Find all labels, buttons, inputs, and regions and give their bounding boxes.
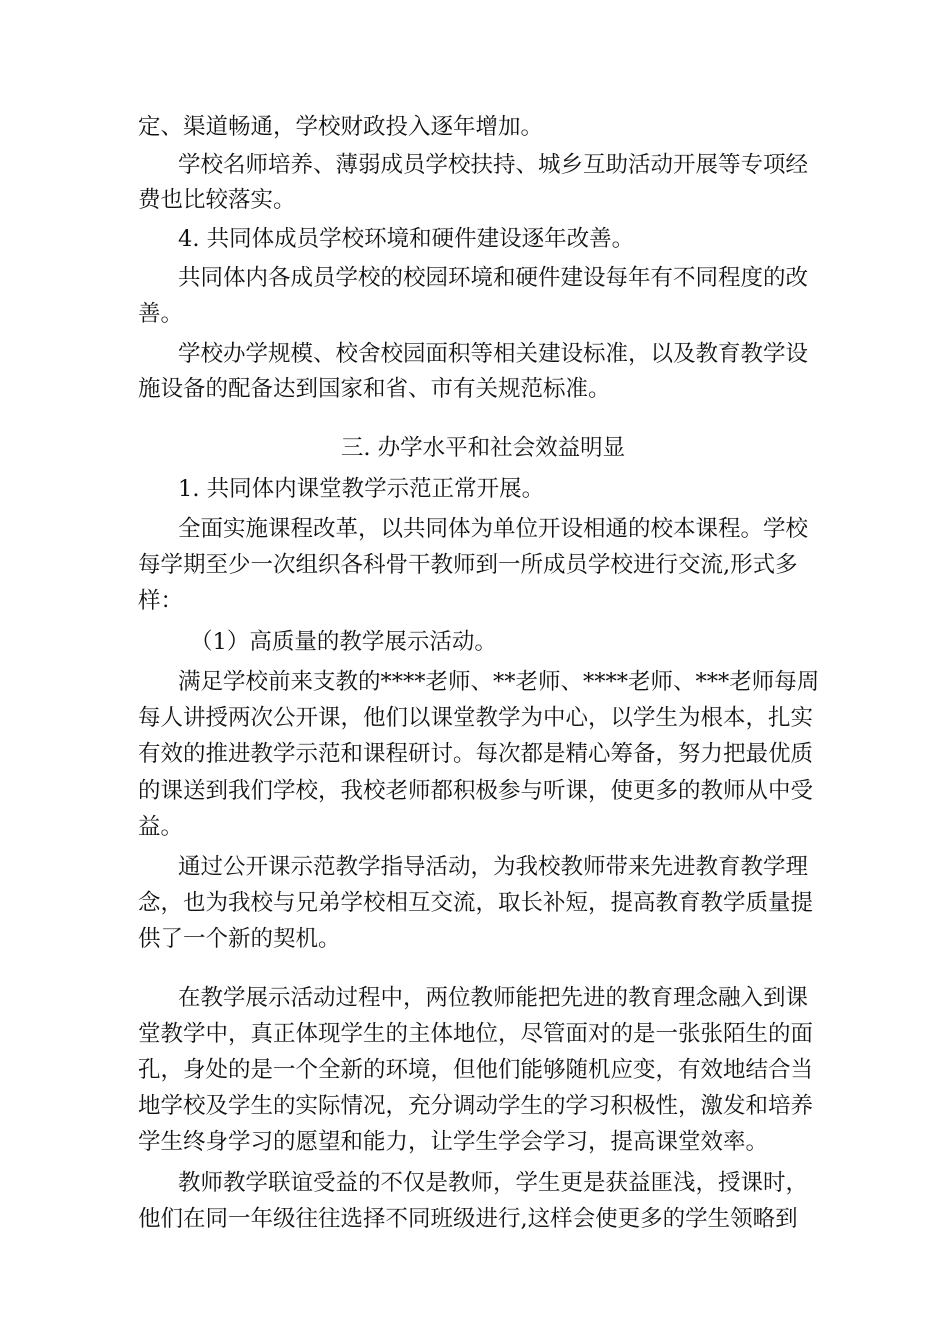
text-line: 1. 共同体内课堂教学示范正常开展。: [178, 476, 545, 502]
text-line: 样：: [138, 588, 184, 614]
text-line: 每学期至少一次组织各科骨干教师到一所成员学校进行交流,形式多: [138, 552, 798, 578]
text-line: 念，也为我校与兄弟学校相互交流，取长补短，提高教育教学质量提: [138, 890, 814, 916]
text-line: 的课送到我们学校，我校老师都积极参与听课，使更多的教师从中受: [138, 778, 814, 804]
text-line: 满足学校前来支教的****老师、**老师、****老师、***老师每周: [178, 669, 820, 695]
text-line: 学生终身学习的愿望和能力，让学生学会学习，提高课堂效率。: [138, 1129, 769, 1155]
text-line: 益。: [138, 814, 184, 840]
text-line: 共同体内各成员学校的校园环境和硬件建设每年有不同程度的改: [178, 265, 809, 291]
section-heading: 三. 办学水平和社会效益明显: [340, 435, 626, 461]
text-line: 费也比较落实。: [138, 187, 296, 213]
text-line: 学校办学规模、校舍校园面积等相关建设标准，以及教育教学设: [178, 341, 809, 367]
text-line: （1）高质量的教学展示活动。: [190, 629, 497, 655]
text-line: 在教学展示活动过程中，两位教师能把先进的教育理念融入到课: [178, 985, 809, 1011]
text-line: 他们在同一年级往往选择不同班级进行,这样会使更多的学生领略到: [138, 1206, 798, 1232]
text-line: 通过公开课示范教学指导活动，为我校教师带来先进教育教学理: [178, 854, 809, 880]
text-line: 有效的推进教学示范和课程研讨。每次都是精心筹备，努力把最优质: [138, 741, 814, 767]
text-line: 供了一个新的契机。: [138, 926, 341, 952]
text-line: 善。: [138, 301, 184, 327]
text-line: 施设备的配备达到国家和省、市有关规范标准。: [138, 376, 611, 402]
text-line: 每人讲授两次公开课，他们以课堂教学为中心，以学生为根本，扎实: [138, 705, 814, 731]
text-line: 学校名师培养、薄弱成员学校扶持、城乡互助活动开展等专项经: [178, 152, 809, 178]
text-line: 全面实施课程改革，以共同体为单位开设相通的校本课程。学校: [178, 516, 809, 542]
text-line: 教师教学联谊受益的不仅是教师，学生更是获益匪浅，授课时，: [178, 1170, 809, 1196]
text-line: 堂教学中，真正体现学生的主体地位，尽管面对的是一张张陌生的面: [138, 1021, 814, 1047]
text-line: 地学校及学生的实际情况，充分调动学生的学习积极性，激发和培养: [138, 1093, 814, 1119]
text-line: 孔，身处的是一个全新的环境，但他们能够随机应变，有效地结合当: [138, 1057, 814, 1083]
text-line: 4. 共同体成员学校环境和硬件建设逐年改善。: [178, 226, 635, 252]
text-line: 定、渠道畅通，学校财政投入逐年增加。: [138, 114, 544, 140]
